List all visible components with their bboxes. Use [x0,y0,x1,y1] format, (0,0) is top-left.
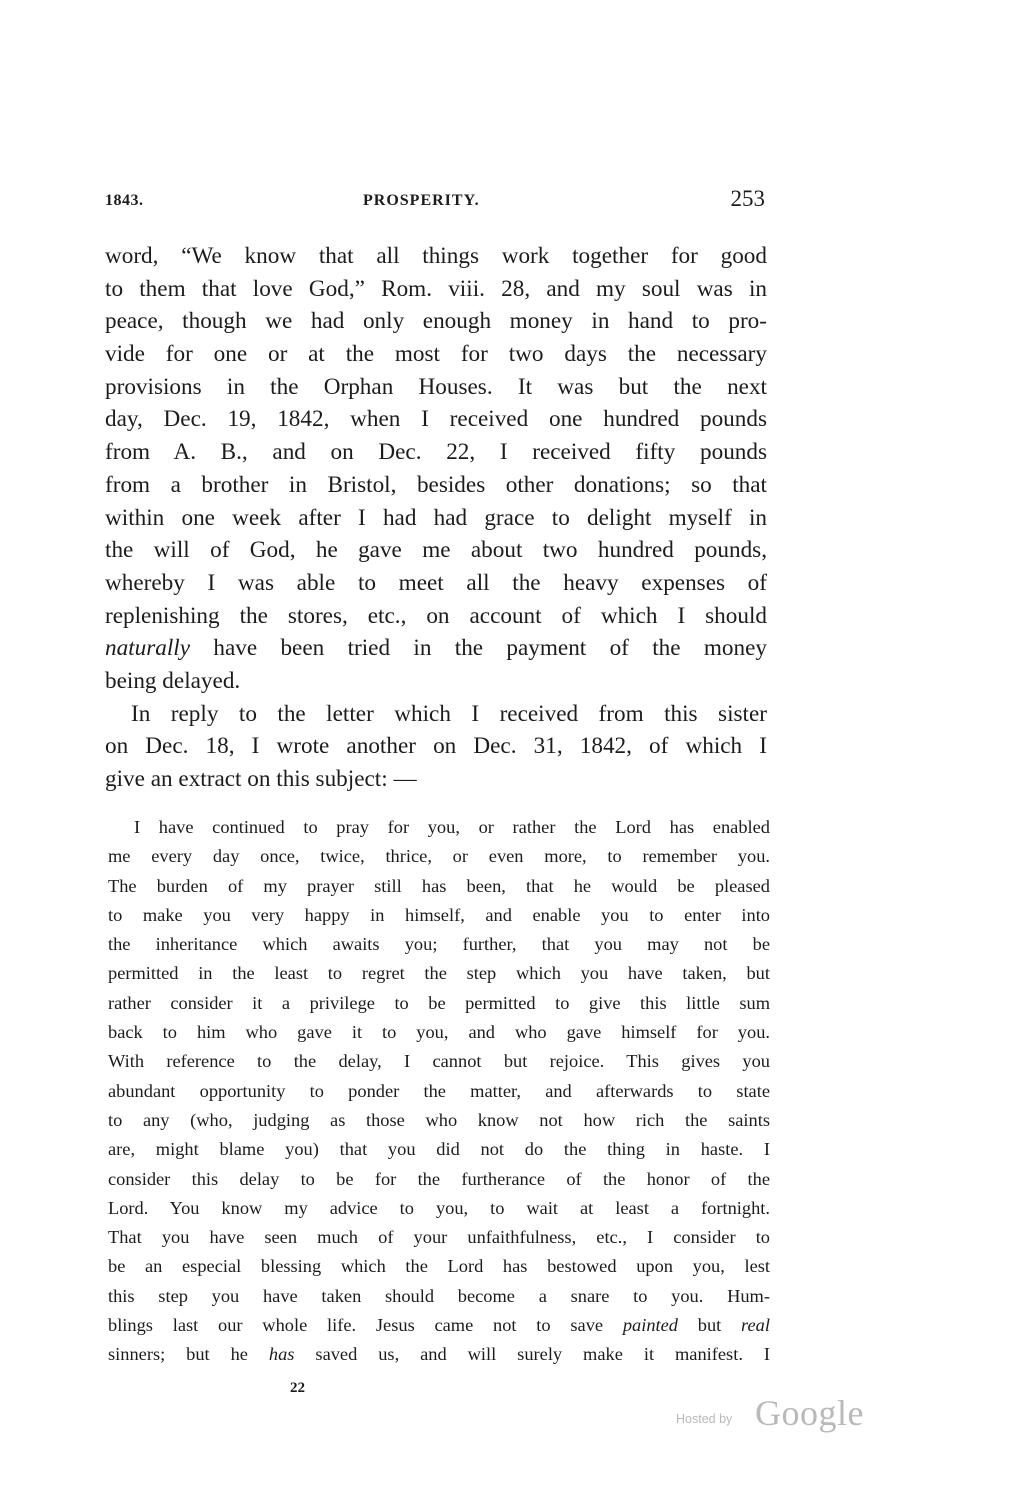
extract-line: consider this delay to be for the furtherance of the honor of the [108,1168,770,1189]
extract-line: me every day once, twice, thrice, or even more, to remember you. [108,846,770,867]
extract-line: the inheritance which awaits you; further, that you may not be [108,934,770,955]
text-run: blings last our whole life. Jesus came not to save [108,1315,623,1336]
google-logo: Google [755,1393,864,1433]
main-text [105,240,767,796]
text-line: from a brother in Bristol, besides other donations; so that [105,471,767,498]
page-number: 253 [730,186,765,211]
italic-word: has [268,1344,295,1365]
extract-line: rather consider it a privilege to be permitted to give this little sum [108,992,770,1013]
extract-line: Lord. You know my advice to you, to wait at least a fortnight. [108,1197,770,1218]
text-line: day, Dec. 19, 1842, when I received one hundred pounds [105,406,767,433]
text-line: word, “We know that all things work together for good [105,243,767,269]
text-line: peace, though we had only enough money in hand to pro- [105,308,767,335]
signature-mark: 22 [290,1380,305,1396]
text-line: within one week after I had had grace to delight myself in [105,504,767,531]
extract-line: to any (who, judging as those who know not how rich the saints [108,1109,770,1130]
extract-line: be an especial blessing which the Lord has bestowed upon you, lest [108,1256,770,1277]
text-line: to them that love God,” Rom. viii. 28, and my soul was in [105,275,767,302]
italic-word: naturally [105,635,191,662]
header-title: PROSPERITY. [363,192,480,209]
text-line: being delayed. [105,667,241,694]
extract-line: permitted in the least to regret the step which you have taken, but [108,963,770,984]
text-line: from A. B., and on Dec. 22, I received fifty pounds [105,439,767,466]
extract-line: back to him who gave it to you, and who gave himself for you. [108,1022,770,1043]
italic-word: real [741,1315,770,1336]
google-watermark [676,1392,886,1438]
extract-line: are, might blame you) that you did not do the thing in haste. I [108,1139,770,1160]
letter-extract [108,813,770,1370]
extract-line: abundant opportunity to ponder the matter, and afterwards to state [108,1080,770,1101]
extract-line: The burden of my prayer still has been, that he would be pleased [108,875,770,896]
text-line: whereby I was able to meet all the heavy expenses of [105,569,767,596]
extract-line: That you have seen much of your unfaithfulness, etc., I consider to [108,1227,770,1248]
running-header [105,186,765,216]
extract-line: to make you very happy in himself, and enable you to enter into [108,904,770,925]
text-line [105,632,767,665]
text-line: give an extract on this subject: — [105,766,417,792]
text-line: In reply to the letter which I received from this sister [131,700,767,727]
text-line: replenishing the stores, etc., on account of which I should [105,602,767,629]
extract-line: this step you have taken should become a snare to you. Hum- [108,1285,770,1306]
text-line: the will of God, he gave me about two hundred pounds, [105,537,767,564]
text-line: provisions in the Orphan Houses. It was but the next [105,373,767,400]
extract-line [108,1340,770,1369]
text-run: sinners; but he [108,1344,269,1365]
extract-line [108,1311,770,1340]
text-run: but [678,1315,742,1336]
text-line: vide for one or at the most for two days the necessary [105,341,767,368]
text-run: saved us, and will surely make it manifest. I [294,1344,770,1365]
watermark-hosted-by: Hosted by [676,1412,733,1426]
italic-word: painted [622,1315,678,1336]
header-year: 1843. [105,192,144,209]
extract-line: With reference to the delay, I cannot but rejoice. This gives you [108,1051,770,1072]
extract-line: I have continued to pray for you, or rather the Lord has enabled [134,817,770,837]
text-line: on Dec. 18, I wrote another on Dec. 31, 1842, of which I [105,733,767,760]
text-run: have been tried in the payment of the money [190,635,767,662]
